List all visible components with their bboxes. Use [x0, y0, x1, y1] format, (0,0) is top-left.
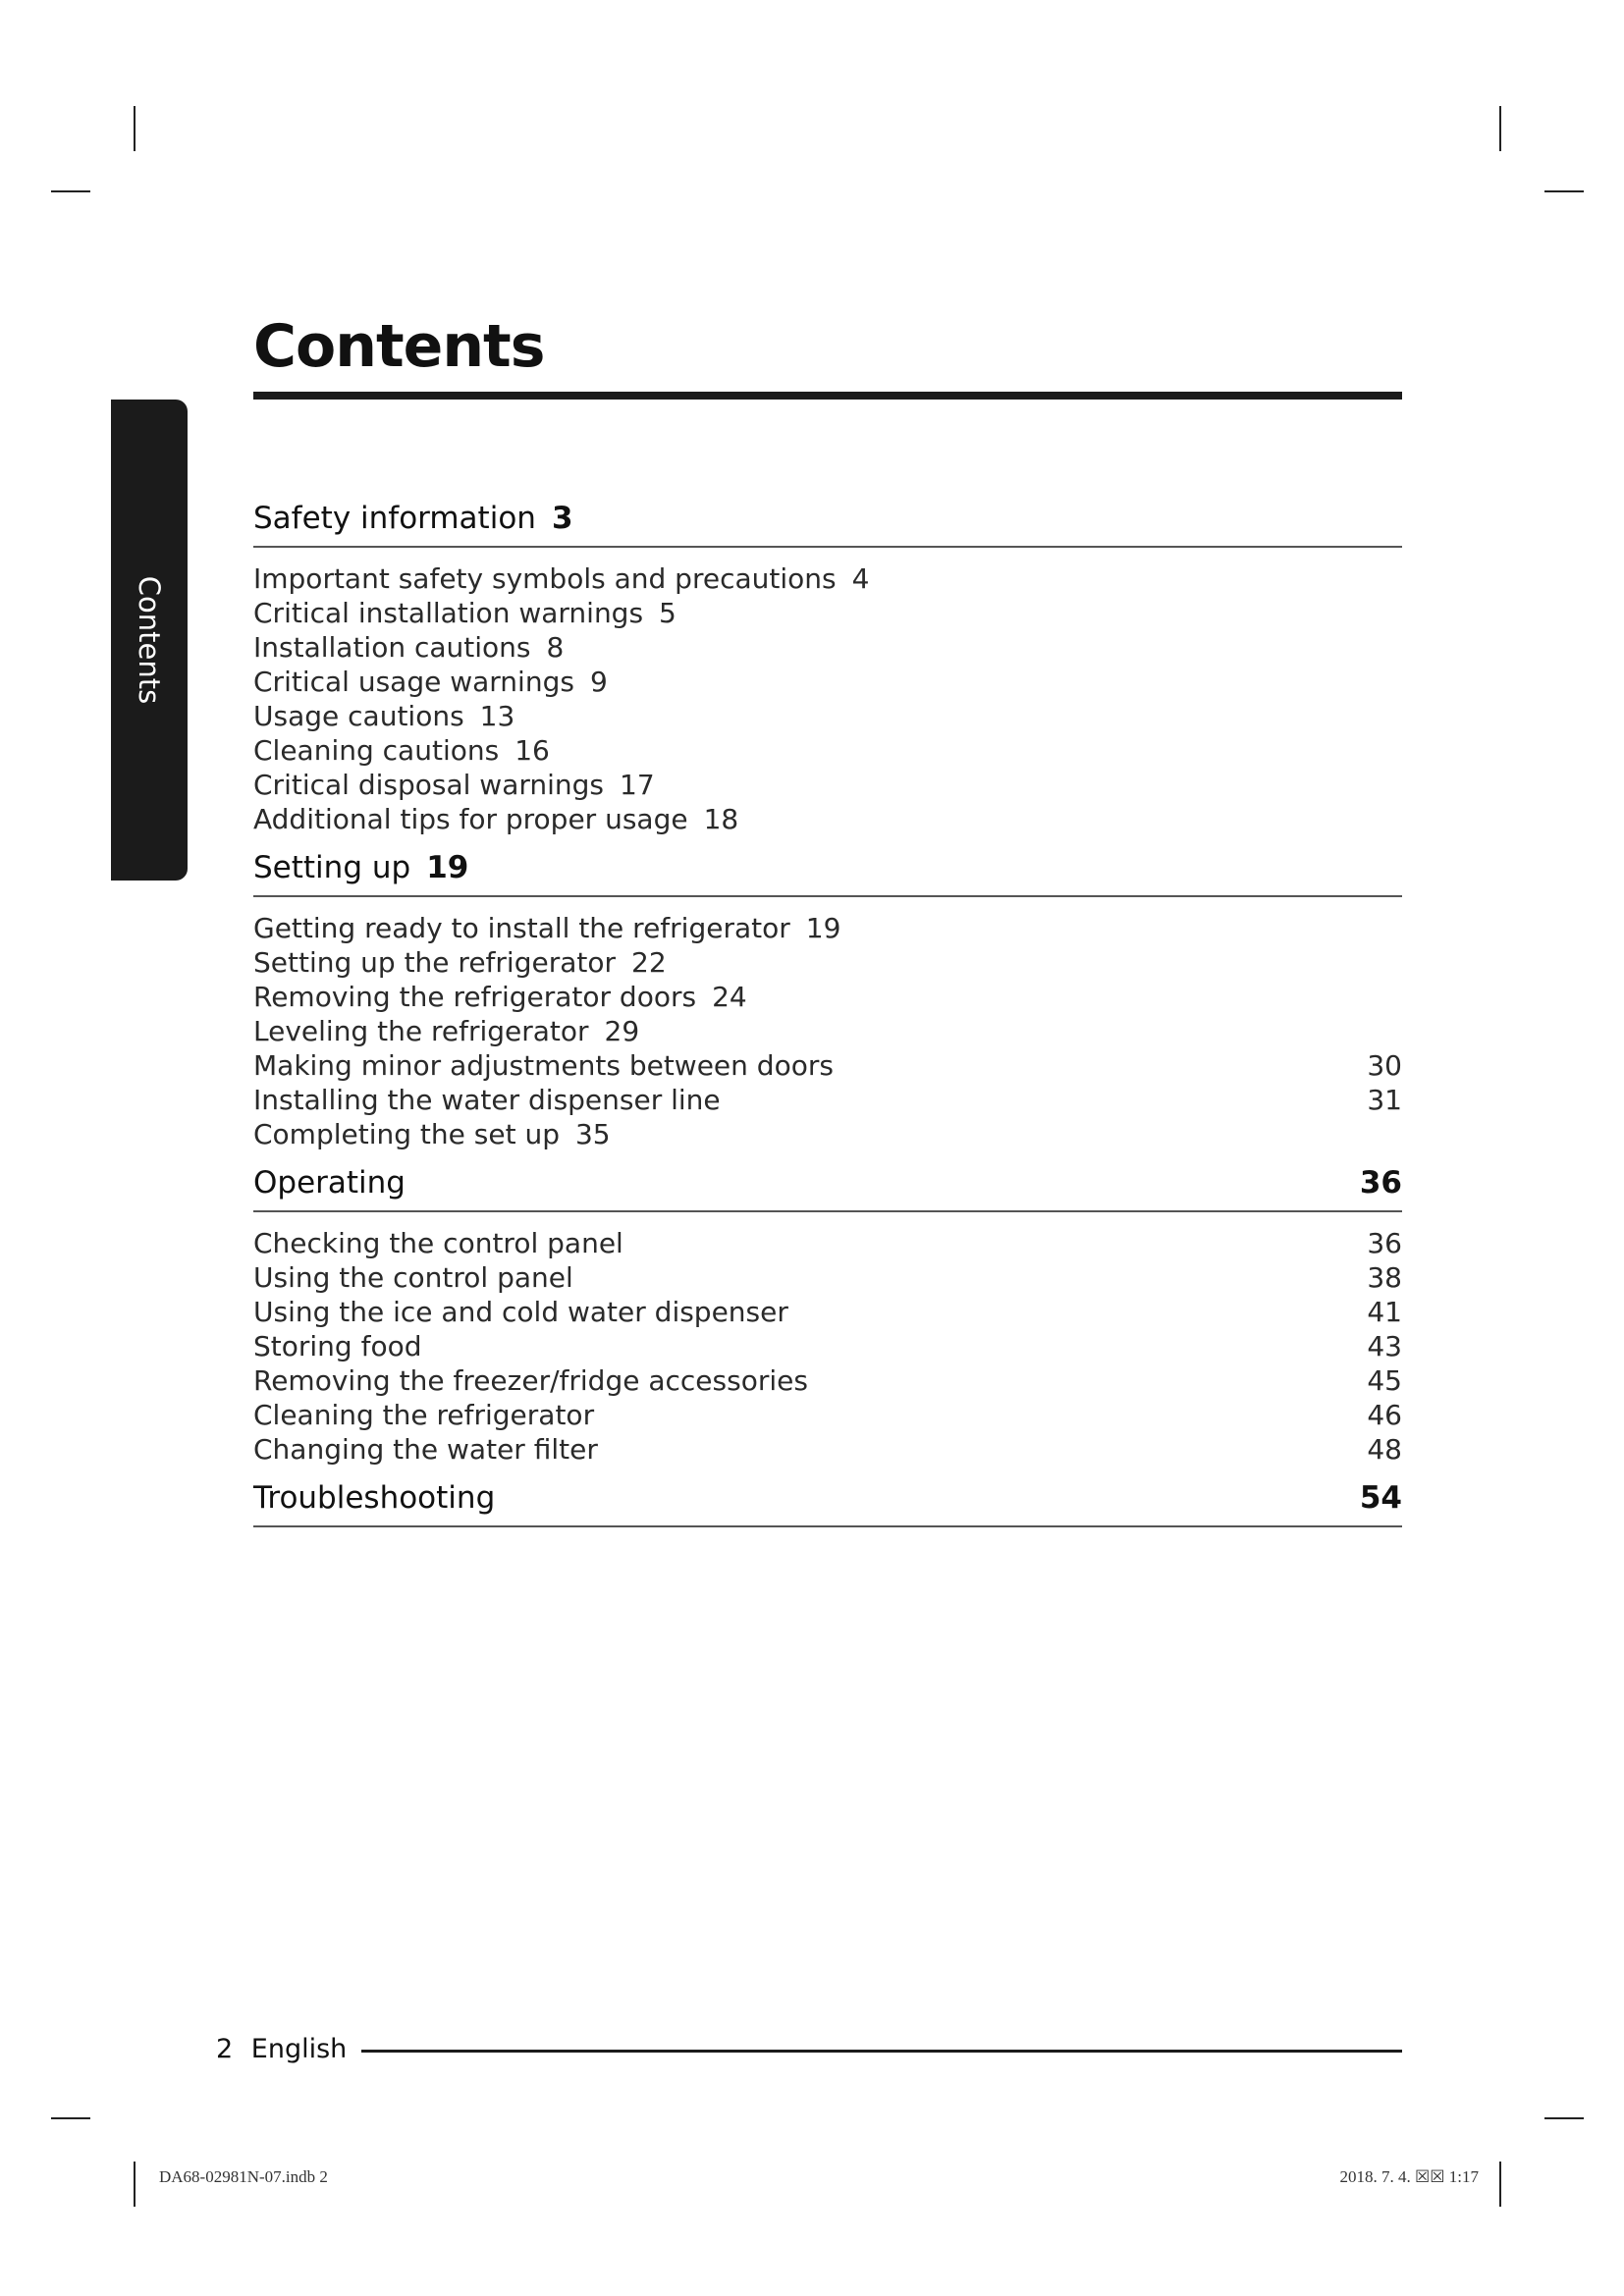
entry-title: Checking the control panel: [253, 1227, 623, 1259]
toc-entry[interactable]: [253, 1226, 1402, 1260]
entry-page-number: 35: [574, 1118, 611, 1150]
crop-mark: [134, 2162, 135, 2207]
entry-title: Important safety symbols and precautions: [253, 562, 837, 595]
toc-entry[interactable]: [253, 596, 1402, 630]
entry-title: Critical installation warnings: [253, 597, 644, 629]
entry-page-number: 13: [479, 700, 515, 732]
entry-title: Additional tips for proper usage: [253, 803, 688, 835]
toc-section: [253, 1480, 1402, 1527]
toc-entry[interactable]: [253, 1014, 1402, 1048]
entry-title: Completing the set up: [253, 1118, 560, 1150]
toc-entry[interactable]: [253, 665, 1402, 699]
page-language: English: [250, 2034, 348, 2064]
entry-title: Storing food: [253, 1330, 422, 1362]
entry-title: Usage cautions: [253, 700, 464, 732]
toc-entry[interactable]: [253, 768, 1402, 802]
toc-entry[interactable]: [253, 1117, 1402, 1151]
table-of-contents: [253, 501, 1402, 1541]
crop-mark: [51, 190, 90, 192]
print-slug-right: 2018. 7. 4. ☒☒ 1:17: [1339, 2167, 1479, 2186]
toc-section-heading[interactable]: [253, 501, 1402, 548]
toc-entry[interactable]: [253, 945, 1402, 980]
entry-title: Installation cautions: [253, 631, 531, 664]
toc-section-heading[interactable]: [253, 850, 1402, 897]
entry-page-number: 31: [1367, 1084, 1402, 1116]
crop-mark: [1499, 2162, 1501, 2207]
section-title: Operating: [253, 1165, 406, 1201]
toc-entry[interactable]: [253, 1083, 1402, 1117]
entry-title: Getting ready to install the refrigerator: [253, 912, 790, 944]
footer-rule: [361, 2050, 1402, 2053]
toc-entry[interactable]: [253, 733, 1402, 768]
toc-entry[interactable]: [253, 1295, 1402, 1329]
title-rule: [253, 392, 1402, 400]
crop-mark: [1544, 2117, 1584, 2119]
toc-section-heading[interactable]: [253, 1480, 1402, 1527]
entry-title: Leveling the refrigerator: [253, 1015, 589, 1047]
toc-entry[interactable]: [253, 1398, 1402, 1432]
toc-section: [253, 501, 1402, 836]
entry-page-number: 46: [1367, 1399, 1402, 1431]
section-title: Safety information: [253, 501, 536, 536]
entry-page-number: 4: [851, 562, 870, 595]
entry-title: Making minor adjustments between doors: [253, 1049, 834, 1082]
entry-page-number: 18: [703, 803, 739, 835]
entry-page-number: 48: [1367, 1433, 1402, 1466]
toc-entry[interactable]: [253, 911, 1402, 945]
toc-entry[interactable]: [253, 1329, 1402, 1363]
crop-mark: [51, 2117, 90, 2119]
entry-page-number: 8: [546, 631, 565, 664]
entry-page-number: 16: [514, 734, 550, 767]
toc-entry[interactable]: [253, 561, 1402, 596]
entry-title: Removing the refrigerator doors: [253, 981, 697, 1013]
toc-entry[interactable]: [253, 699, 1402, 733]
entry-page-number: 43: [1367, 1330, 1402, 1362]
entry-page-number: 22: [631, 946, 667, 979]
entry-page-number: 36: [1367, 1227, 1402, 1259]
entry-page-number: 5: [659, 597, 677, 629]
toc-section: [253, 1165, 1402, 1467]
entry-page-number: 17: [620, 769, 655, 801]
entry-page-number: 19: [805, 912, 841, 944]
section-title: Troubleshooting: [253, 1480, 496, 1516]
toc-entry[interactable]: [253, 802, 1402, 836]
entry-page-number: 29: [604, 1015, 640, 1047]
entry-page-number: 41: [1367, 1296, 1402, 1328]
section-page-number: 19: [426, 850, 469, 885]
section-page-number: 3: [551, 501, 573, 536]
section-page-number: 36: [1359, 1165, 1402, 1201]
side-tab: [111, 400, 188, 881]
entry-title: Changing the water filter: [253, 1433, 598, 1466]
entry-title: Critical usage warnings: [253, 666, 574, 698]
print-slug-left: DA68-02981N-07.indb 2: [159, 2167, 328, 2186]
entry-page-number: 38: [1367, 1261, 1402, 1294]
entry-title: Setting up the refrigerator: [253, 946, 616, 979]
page-title: Contents: [253, 312, 545, 381]
section-title: Setting up: [253, 850, 411, 885]
side-tab-label: Contents: [133, 575, 166, 705]
toc-section: [253, 850, 1402, 1151]
entry-page-number: 9: [589, 666, 608, 698]
toc-entry[interactable]: [253, 980, 1402, 1014]
entry-title: Using the ice and cold water dispenser: [253, 1296, 788, 1328]
entry-title: Removing the freezer/fridge accessories: [253, 1364, 808, 1397]
entry-title: Cleaning the refrigerator: [253, 1399, 595, 1431]
toc-entry[interactable]: [253, 1048, 1402, 1083]
crop-mark: [1499, 106, 1501, 151]
crop-mark: [1544, 190, 1584, 192]
entry-title: Cleaning cautions: [253, 734, 500, 767]
entry-title: Critical disposal warnings: [253, 769, 605, 801]
entry-page-number: 30: [1367, 1049, 1402, 1082]
toc-entry[interactable]: [253, 630, 1402, 665]
toc-section-heading[interactable]: [253, 1165, 1402, 1212]
entry-title: Installing the water dispenser line: [253, 1084, 721, 1116]
page-number: 2: [216, 2034, 234, 2064]
entry-page-number: 45: [1367, 1364, 1402, 1397]
crop-mark: [134, 106, 135, 151]
entry-title: Using the control panel: [253, 1261, 573, 1294]
entry-page-number: 24: [712, 981, 747, 1013]
toc-entry[interactable]: [253, 1432, 1402, 1467]
page-footer: [216, 2034, 347, 2064]
toc-entry[interactable]: [253, 1363, 1402, 1398]
toc-entry[interactable]: [253, 1260, 1402, 1295]
section-page-number: 54: [1359, 1480, 1402, 1516]
